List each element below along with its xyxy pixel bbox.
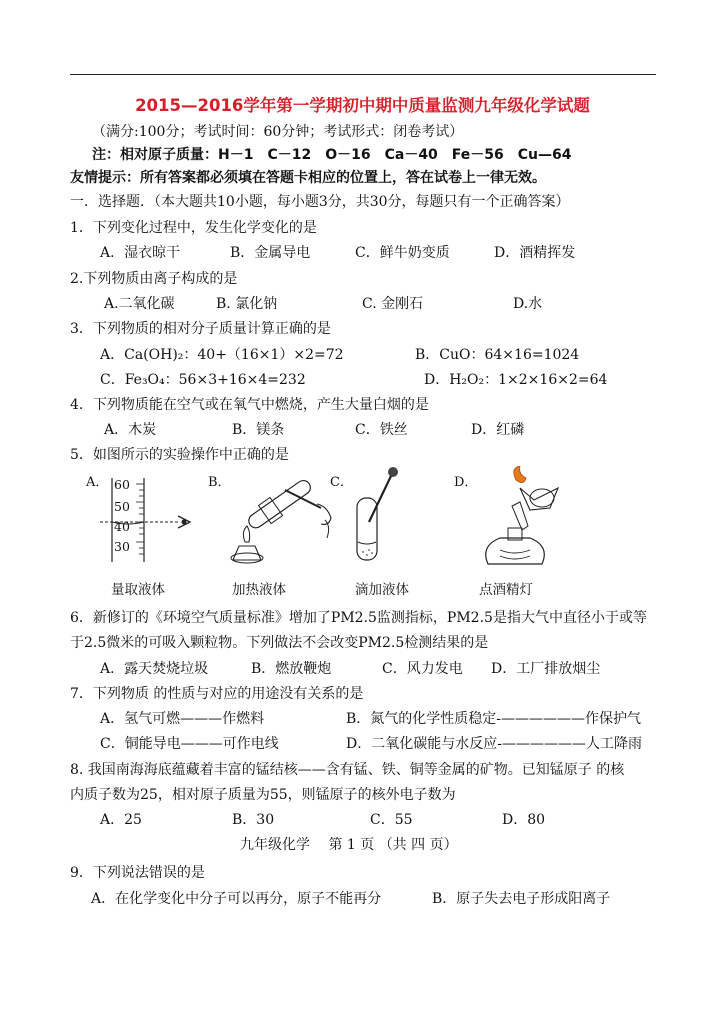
q2-option-c: C. 金刚石 xyxy=(362,296,424,312)
question-6-stem-line2: 于2.5微米的可吸入颗粒物。下列做法不会改变PM2.5检测结果的是 xyxy=(70,635,489,651)
question-4-stem: 4．下列物质能在空气或在氧气中燃烧，产生大量白烟的是 xyxy=(70,397,429,413)
figure-c-caption: 滴加液体 xyxy=(355,582,409,598)
figure-c-dropping-liquid xyxy=(345,462,415,572)
q3-option-d: D．H₂O₂：1×2×16×2=64 xyxy=(424,372,608,388)
question-5-stem: 5．如图所示的实验操作中正确的是 xyxy=(70,447,289,463)
exam-info: （满分:100分；考试时间：60分钟；考试形式：闭卷考试） xyxy=(92,124,464,140)
figure-d-caption: 点酒精灯 xyxy=(479,582,533,598)
figure-b-heating-liquid xyxy=(225,470,340,570)
q2-option-d: D.水 xyxy=(513,296,543,312)
q4-option-a: A．木炭 xyxy=(104,422,157,438)
cylinder-mark-50: 50 xyxy=(114,499,130,514)
q6-option-c: C．风力发电 xyxy=(382,661,463,677)
atomic-mass-note: 注：相对原子质量：H－1 C－12 O－16 Ca－40 Fe－56 Cu—64 xyxy=(92,147,572,163)
page-footer: 九年级化学 第 1 页 （共 四 页） xyxy=(240,837,458,853)
reminder: 友情提示：所有答案都必须填在答题卡相应的位置上，答在试卷上一律无效。 xyxy=(70,170,546,186)
header-rule xyxy=(70,74,656,75)
question-8-stem-line2: 内质子数为25，相对原子质量为55，则锰原子的核外电子数为 xyxy=(70,787,456,803)
question-8-stem-line1: 8. 我国南海海底蕴藏着丰富的锰结核——含有锰、铁、铜等金属的矿物。已知锰原子 的核 xyxy=(70,762,625,778)
figure-c-letter: C． xyxy=(330,475,353,490)
figure-d-lighting-lamp xyxy=(470,466,570,576)
question-7-stem: 7．下列物质 的性质与对应的用途没有关系的是 xyxy=(70,686,364,702)
question-2-stem: 2.下列物质由离子构成的是 xyxy=(70,271,238,287)
q8-option-b: B．30 xyxy=(232,812,275,828)
q4-option-c: C．铁丝 xyxy=(355,422,408,438)
q8-option-a: A．25 xyxy=(100,812,142,828)
cylinder-mark-60: 60 xyxy=(114,477,130,492)
q6-option-a: A．露天焚烧垃圾 xyxy=(100,661,209,677)
q1-option-d: D．酒精挥发 xyxy=(494,245,576,261)
q9-option-b: B．原子失去电子形成阳离子 xyxy=(432,891,611,907)
q3-option-b: B．CuO：64×16=1024 xyxy=(415,347,580,363)
figure-a-caption: 量取液体 xyxy=(111,582,165,598)
question-1-stem: 1．下列变化过程中，发生化学变化的是 xyxy=(70,220,317,236)
q7-option-c: C．铜能导电———可作电线 xyxy=(100,736,279,752)
exam-title: 2015—2016学年第一学期初中期中质量监测九年级化学试题 xyxy=(135,96,590,115)
question-9-stem: 9．下列说法错误的是 xyxy=(70,865,205,881)
q1-option-c: C．鲜牛奶变质 xyxy=(355,245,450,261)
q4-option-d: D．红磷 xyxy=(471,422,525,438)
q6-option-b: B．燃放鞭炮 xyxy=(251,661,332,677)
question-3-stem: 3．下列物质的相对分子质量计算正确的是 xyxy=(70,321,331,337)
q8-option-d: D．80 xyxy=(502,812,546,828)
section-heading: 一．选择题．（本大题共10小题，每小题3分，共30分，每题只有一个正确答案） xyxy=(70,194,570,210)
q2-option-a: A.二氧化碳 xyxy=(104,296,175,312)
q8-option-c: C．55 xyxy=(370,812,413,828)
q3-option-a: A．Ca(OH)₂：40+（16×1）×2=72 xyxy=(100,347,344,363)
q3-option-c: C．Fe₃O₄：56×3+16×4=232 xyxy=(100,372,306,388)
q7-option-d: D．二氧化碳能与水反应-——————人工降雨 xyxy=(346,736,642,752)
q7-option-b: B．氮气的化学性质稳定-——————作保护气 xyxy=(346,711,642,727)
q1-option-b: B．金属导电 xyxy=(230,245,311,261)
q2-option-b: B. 氯化钠 xyxy=(216,296,278,312)
cylinder-mark-40: 40 xyxy=(114,519,130,534)
q6-option-d: D．工厂排放烟尘 xyxy=(491,661,601,677)
question-6-stem-line1: 6．新修订的《环境空气质量标准》增加了PM2.5监测指标，PM2.5是指大气中直径小于或等 xyxy=(70,610,647,626)
figure-b-caption: 加热液体 xyxy=(232,582,286,598)
q9-option-a: A．在化学变化中分子可以再分，原子不能再分 xyxy=(91,891,382,907)
cylinder-mark-30: 30 xyxy=(114,539,130,554)
q4-option-b: B．镁条 xyxy=(232,422,285,438)
q1-option-a: A．湿衣晾干 xyxy=(100,245,181,261)
figure-a-letter: A． xyxy=(86,475,109,490)
figure-b-letter: B． xyxy=(208,475,231,490)
q7-option-a: A．氢气可燃———作燃料 xyxy=(100,711,265,727)
figure-d-letter: D． xyxy=(454,475,478,490)
